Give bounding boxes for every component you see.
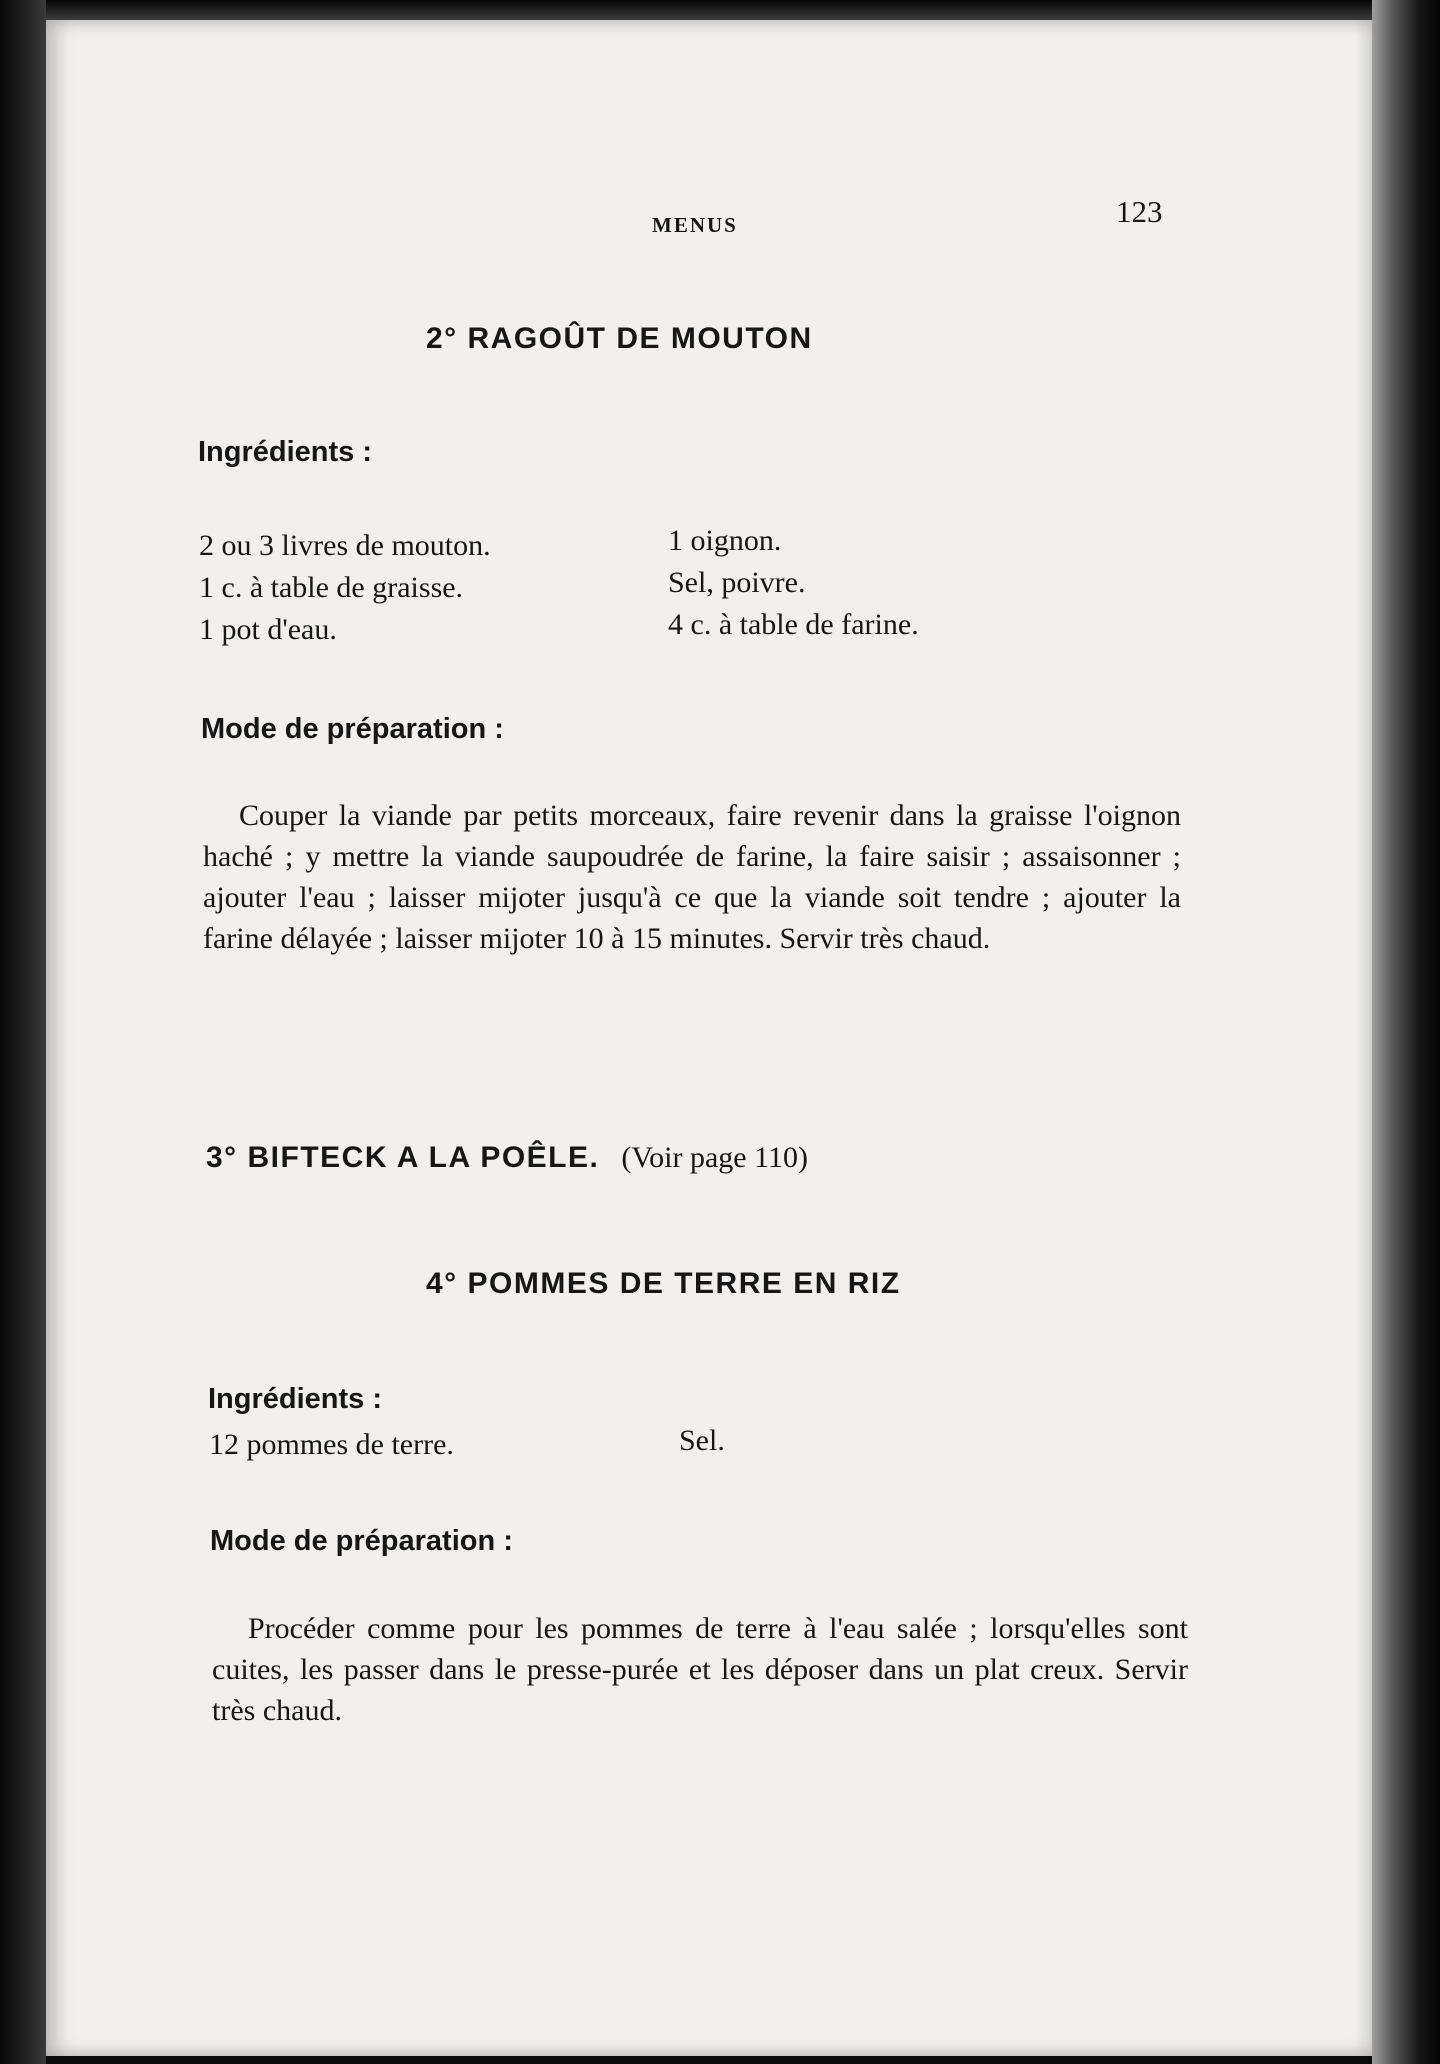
page-number: 123	[1116, 194, 1163, 229]
recipe-4-ingredient-right-1: Sel.	[679, 1424, 725, 1457]
recipe-2-title: 2° RAGOÛT DE MOUTON	[426, 322, 813, 355]
recipe-3-title: 3° BIFTECK A LA POÊLE.	[206, 1141, 600, 1174]
recipe-4-ingredients-label: Ingrédients :	[208, 1383, 383, 1415]
recipe-2-ingredients-label: Ingrédients :	[198, 436, 373, 468]
recipe-2-ingredient-right-3: 4 c. à table de farine.	[668, 608, 919, 641]
page-stack-edge	[1372, 0, 1440, 2064]
recipe-4-method-paragraph: Procéder comme pour les pommes de terre à l'eau salée ; lorsqu'elles sont cuites, les passer dans le presse-purée et les déposer dans un plat creux. Servir très chaud.	[212, 1612, 1188, 1727]
recipe-4-method-text	[212, 1608, 1188, 1731]
recipe-4-ingredient-left-1: 12 pommes de terre.	[209, 1428, 454, 1461]
recipe-3-page-reference: (Voir page 110)	[621, 1141, 808, 1174]
recipe-2-ingredient-left-2: 1 c. à table de graisse.	[199, 571, 464, 604]
recipe-4-title: 4° POMMES DE TERRE EN RIZ	[426, 1267, 901, 1300]
running-head: MENUS	[652, 213, 738, 237]
recipe-2-ingredient-left-1: 2 ou 3 livres de mouton.	[199, 529, 491, 562]
recipe-3-heading	[206, 1141, 808, 1175]
book-page	[46, 20, 1372, 2056]
recipe-4-method-label: Mode de préparation :	[210, 1525, 513, 1557]
recipe-2-method-label: Mode de préparation :	[201, 713, 504, 745]
recipe-2-ingredient-left-3: 1 pot d'eau.	[199, 613, 337, 646]
recipe-2-ingredient-right-2: Sel, poivre.	[668, 566, 806, 599]
recipe-2-method-text	[203, 795, 1181, 959]
page-top-edge	[46, 0, 1372, 20]
recipe-2-ingredient-right-1: 1 oignon.	[668, 524, 782, 557]
recipe-2-method-paragraph: Couper la viande par petits morceaux, faire revenir dans la graisse l'oignon haché ; y mettre la viande saupoudrée de farine, la faire saisir ; assaisonner ; ajouter l'eau ; laisser mijoter jusqu'à ce que la viande soit tendre ; ajouter la farine délayée ; laisser mijoter 10 à 15 minutes. Servir très chaud.	[203, 799, 1181, 955]
book-spine-shadow	[0, 0, 46, 2064]
